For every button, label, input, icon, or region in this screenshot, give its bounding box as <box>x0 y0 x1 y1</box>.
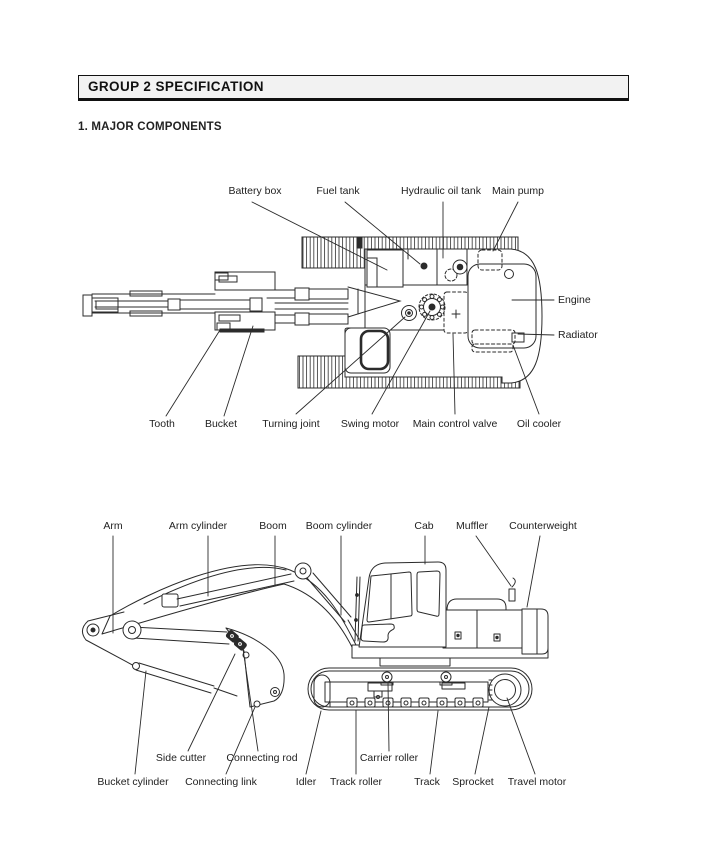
label-turning-joint: Turning joint <box>262 418 320 430</box>
undercarriage-shape <box>308 668 532 710</box>
leader-counterweight <box>527 536 540 607</box>
top-view-drawing <box>78 178 626 446</box>
bucket-shape <box>215 272 275 332</box>
label-idler: Idler <box>295 776 317 788</box>
label-arm: Arm <box>103 520 123 532</box>
track-roller-shape <box>419 698 429 707</box>
side-view-diagram <box>78 508 626 804</box>
label-travel-motor: Travel motor <box>507 776 567 788</box>
label-bucket-cylinder: Bucket cylinder <box>97 776 169 788</box>
label-connecting-link: Connecting link <box>185 776 257 788</box>
page-header: GROUP 2 SPECIFICATION <box>78 75 629 101</box>
track-roller-shape <box>473 698 483 707</box>
label-main-control-valve: Main control valve <box>412 418 498 430</box>
label-side-cutter: Side cutter <box>155 752 207 764</box>
top-view-diagram <box>78 178 626 446</box>
label-radiator: Radiator <box>558 329 598 341</box>
hood-shape <box>447 578 515 610</box>
label-main-pump: Main pump <box>492 185 544 197</box>
counterweight-shape <box>522 609 548 654</box>
arm-shape <box>82 612 229 668</box>
leader-side-cutter <box>188 654 235 751</box>
label-carrier-roller: Carrier roller <box>359 752 419 764</box>
section-title: 1. MAJOR COMPONENTS <box>78 121 222 133</box>
label-boom: Boom <box>259 520 287 532</box>
bucket-cylinder-shape <box>133 663 238 697</box>
label-cab: Cab <box>414 520 434 532</box>
house-shape <box>443 610 522 648</box>
track-roller-shape <box>401 698 411 707</box>
leader-idler <box>306 711 321 774</box>
label-boom-cylinder: Boom cylinder <box>305 520 373 532</box>
track-roller-shape <box>455 698 465 707</box>
label-hydraulic-oil-tank: Hydraulic oil tank <box>401 185 481 197</box>
label-engine: Engine <box>558 294 591 306</box>
track-roller-shape <box>347 698 357 707</box>
leader-bucket-cylinder <box>135 671 146 774</box>
label-track-roller: Track roller <box>329 776 383 788</box>
leader-travel-motor <box>507 698 535 774</box>
leader-muffler <box>476 536 511 586</box>
leader-bucket <box>224 326 253 416</box>
leader-sprocket <box>475 707 489 774</box>
label-counterweight: Counterweight <box>509 520 577 532</box>
track-roller-shape <box>437 698 447 707</box>
label-tooth: Tooth <box>149 418 175 430</box>
label-sprocket: Sprocket <box>452 776 494 788</box>
boom-arm-pivot <box>295 563 311 579</box>
label-bucket: Bucket <box>204 418 238 430</box>
label-oil-cooler: Oil cooler <box>516 418 562 430</box>
track-roller-shape <box>365 698 375 707</box>
leader-track <box>430 711 438 774</box>
label-track: Track <box>414 776 440 788</box>
cab-shape <box>355 562 446 647</box>
label-swing-motor: Swing motor <box>340 418 400 430</box>
leader-tooth <box>166 330 220 416</box>
label-fuel-tank: Fuel tank <box>316 185 360 197</box>
label-battery-box: Battery box <box>228 185 282 197</box>
label-connecting-rod: Connecting rod <box>226 752 298 764</box>
label-arm-cylinder: Arm cylinder <box>168 520 228 532</box>
label-muffler: Muffler <box>456 520 488 532</box>
